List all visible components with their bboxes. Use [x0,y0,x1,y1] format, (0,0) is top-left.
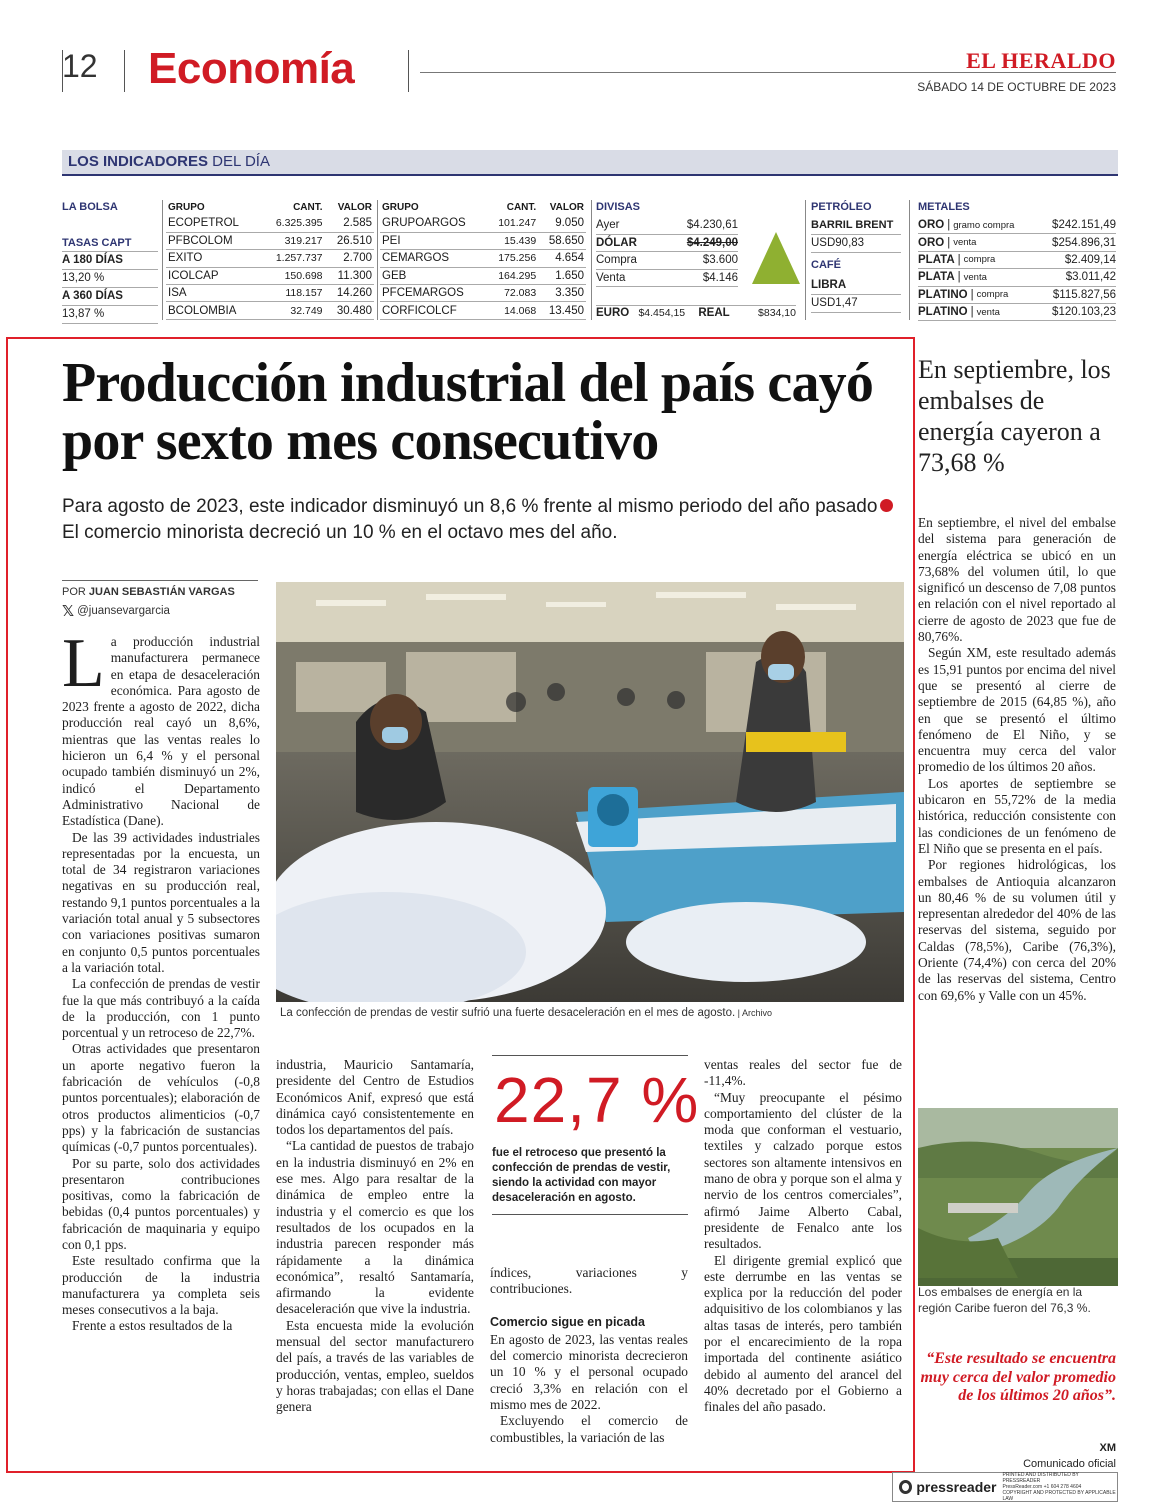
stock-value: 13.450 [538,302,586,319]
metales-label: METALES [918,201,970,213]
libra-value: USD1,47 [811,295,901,313]
indicator-divider [805,200,806,320]
subheading: Comercio sigue en picada [490,1314,645,1329]
metal-row [918,234,1116,251]
stock-quantity: 6.325.395 [261,215,325,232]
stock-row [166,302,374,319]
stock-quantity: 72.083 [487,285,538,302]
article-paragraph: ventas reales del sector fue de -11,4%. [704,1057,902,1089]
byline-por: POR [62,586,89,598]
stock-value: 11.300 [325,267,374,284]
stock-row [166,215,374,232]
metal-name: PLATA [918,271,955,284]
euro-value: $4.454,15 [638,307,686,319]
bolsa-block [62,201,158,324]
author-handle[interactable]: @juansevargarcia [77,605,170,617]
byline [62,586,235,598]
pressreader-fineprint [1002,1472,1117,1502]
article-paragraph: La confección de prendas de vestir fue la que más contribuyó a la caída de la producción, con 1 punto porcentual y un retroceso de 22,7%. [62,976,260,1041]
article-paragraph: Esta encuesta mide la evolución mensual del sector manufacturero del país, a través de las variables de producción, ventas, empleo, sueldos y horas trabajadas; con ellas el Dane genera [276,1317,474,1415]
stock-row [166,267,374,284]
stock-row [380,215,586,232]
indicators-title-rest: DEL DÍA [208,153,270,170]
stock-quantity: 14.068 [487,302,538,319]
author-name: JUAN SEBASTIÁN VARGAS [88,586,235,598]
stock-name: CORFICOLCF [380,302,487,319]
metal-separator: | [947,236,951,249]
col-header-grupo: GRUPO [382,201,419,213]
stock-row [166,250,374,267]
stocks-table-2 [380,199,586,320]
article-paragraph: Los aportes de septiembre se ubicaron en 55,72% de la media histórica, reducción consistente con las condiciones de un fenómeno de El Niño que se presenta en el país. [918,775,1116,856]
issue-date: SÁBADO 14 DE OCTUBRE DE 2023 [917,80,1116,94]
pressreader-name: pressreader [916,1479,997,1495]
stock-name: PFBCOLOM [166,232,261,249]
stock-value: 14.260 [325,285,374,302]
bullet-dot-icon [880,499,893,512]
metal-type: gramo compra [953,219,1015,231]
stock-quantity: 101.247 [487,215,538,232]
article-paragraph: Excluyendo el comercio de combustibles, la variación de las [490,1413,688,1445]
article-column-4 [704,1057,902,1416]
metal-name: ORO [918,219,945,232]
stock-quantity: 32.749 [261,302,325,319]
metal-separator: | [957,253,961,266]
metal-row [918,217,1116,234]
brent-label: BARRIL BRENT [811,217,901,235]
stock-value: 30.480 [325,302,374,319]
article-paragraph: “Muy preocupante el pésimo comportamiento del clúster de la moda que conforman el vestuario, textiles y calzado porque estos sectores son altamente intensivos en mano de obra y porque son el alma y nervio de los centros comerciales”, afirmó Jaime Alberto Cabal, presidente de Fenalco ante los resultados. [704,1089,902,1252]
x-logo-icon: 𝕏 [62,602,75,620]
divisa-row [596,270,738,288]
deck [62,494,902,546]
stock-name: GRUPOARGOS [380,215,487,232]
indicators-title: LOS INDICADORES [68,153,209,170]
indicator-divider [162,200,163,320]
divisa-value: $4.230,61 [686,219,738,232]
stock-value: 2.585 [325,215,374,232]
article-paragraph: Por su parte, solo dos actividades presentaron contribuciones positivas, como la fabricación de bebidas (0,4 puntos porcentuales) y fabricación de maquinaria y equipo con 0,1 pps. [62,1155,260,1252]
divisa-row [596,235,738,253]
brent-value: USD90,83 [811,235,901,253]
article-column-1 [62,625,260,1335]
pull-quote: “Este resultado se encuentra muy cerca del valor promedio de los últimos 20 años”. [920,1350,1116,1404]
divisas-label: DIVISAS [596,201,641,213]
article-paragraph: Por regiones hidrológicas, los embalses de Antioquia alcanzaron un 80,46 % de su volumen útil y representan alrededor del 40% de las reservas del sistema, seguido por Caldas (78,5%), Caribe (76,3%), Oriente (74,4%) con cerca del 20% de las reservas del sistema, Centro con 69,6% y Valle con un 45%. [918,857,1116,1003]
metal-value: $2.409,14 [1064,253,1116,266]
stock-name: EXITO [166,250,261,267]
article-paragraph: industria, Mauricio Santamaría, presidente del Centro de Estudios Económicos Anif, expresó que está dinámica cayó consistentemente en todos los departamentos del país. [276,1057,474,1138]
metal-name: ORO [918,236,945,249]
stock-row [380,267,586,284]
stock-value: 26.510 [325,232,374,249]
metal-separator: | [947,219,951,232]
article-paragraph: En septiembre, el nivel del embalse del sistema para generación de energía eléctrica se ubicó en un 73,68% del volumen útil, lo que significó un descenso de 7,08 puntos en relación con el nivel reportado al cierre de agosto de 2023 que fue de 80,76%. [918,515,1116,645]
metal-row [918,304,1116,321]
divisa-label: Venta [596,272,626,285]
pressreader-badge[interactable] [892,1472,1118,1502]
newspaper-brand: EL HERALDO [966,48,1116,73]
author-handle-row[interactable] [62,602,170,620]
petroleo-label: PETRÓLEO [811,201,872,213]
divisa-value: $4.249,00 [686,236,738,249]
article-column-3 [490,1265,688,1446]
stock-value: 3.350 [538,285,586,302]
stock-name: PFCEMARGOS [380,285,487,302]
divisa-label: Compra [596,254,637,267]
stat-rule-bottom [492,1214,688,1215]
bolsa-label: LA BOLSA [62,201,118,213]
article-paragraph: En agosto de 2023, las ventas reales del comercio minorista decrecieron un 10 % y el personal ocupado creció 3,3% en relación con el mismo mes de 2022. [490,1331,688,1413]
photo-caption-text: La confección de prendas de vestir sufrió una fuerte desaceleración en el mes de agosto. [280,1007,736,1019]
metal-separator: | [957,271,961,284]
stock-name: BCOLOMBIA [166,302,261,319]
reservoir-caption: Los embalses de energía en la región Caribe fueron del 76,3 %. [918,1285,1091,1315]
stock-quantity: 150.698 [261,267,325,284]
metal-value: $120.103,23 [1052,306,1116,319]
a180-value: 13,20 % [62,270,158,288]
metal-name: PLATINO [918,306,968,319]
article-paragraph: El dirigente gremial explicó que este derrumbe en las ventas se explica por la reducción del poder adquisitivo de los colombianos y las altas tasas de interés, pero también por el encarecimiento de la ropa importada del continente asiático debido al aumento del arancel del 40% decretado por el Gobierno a finales del año pasado. [704,1252,902,1415]
col-header-grupo: GRUPO [168,201,205,213]
stock-value: 58.650 [538,232,586,249]
euro-label: EURO [596,307,630,319]
stat-number: 22,7 % [494,1064,700,1136]
stock-name: CEMARGOS [380,250,487,267]
fineprint-line-3: COPYRIGHT AND PROTECTED BY APPLICABLE LAW [1002,1490,1116,1502]
stock-quantity: 164.295 [487,267,538,284]
article-paragraph: De las 39 actividades industriales representadas por la encuesta, un total de 34 registraron variaciones negativas en su producción real, restando 9,1 puntos porcentuales a la variación total anual y 5 subsectores con variaciones positivas sumaron en conjunto 0,5 puntos porcentuales a la variación total. [62,829,260,975]
indicator-divider [591,200,592,320]
article-column-2 [276,1057,474,1416]
a180-label: A 180 DÍAS [62,252,158,270]
metal-type: venta [953,237,977,249]
fineprint-line-1: PRINTED AND DISTRIBUTED BY PRESSREADER [1002,1472,1079,1484]
quote-role: Comunicado oficial [1023,1458,1116,1470]
metal-value: $254.896,31 [1052,236,1116,249]
cafe-label: CAFÉ [811,259,841,271]
divisa-value: $3.600 [702,254,738,267]
photo-caption [280,1007,772,1019]
article-paragraph: Frente a estos resultados de la [72,1318,233,1334]
article-paragraph: Otras actividades que presentaron un aporte negativo fueron la fabricación de vehículos (-0,8 puntos porcentuales); elaboración de otros productos alimenticios (-0,7 pps) y la fabricación de sustancias químicas (-0,7 puntos porcentuales). [62,1041,260,1155]
divisa-label: Ayer [596,219,620,232]
divisa-value: $4.146 [702,272,738,285]
fineprint-line-2: PressReader.com +1 604 278 4604 [1002,1484,1082,1490]
libra-label: LIBRA [811,273,901,295]
col-header-valor: VALOR [337,201,372,213]
stat-description: fue el retroceso que presentó la confección de prendas de vestir, siendo la actividad con mayor desaceleración en agosto. [492,1147,671,1204]
stock-quantity: 319.217 [261,232,325,249]
drop-cap: L [62,625,105,702]
stock-name: ECOPETROL [166,215,261,232]
stock-name: ISA [166,285,261,302]
deck-part-1: Para agosto de 2023, este indicador disminuyó un 8,6 % frente al mismo periodo del año pasado [62,496,878,517]
metal-row [918,252,1116,269]
byline-rule [62,580,258,581]
stock-name: PEI [380,232,487,249]
stock-row [166,285,374,302]
page-number: 12 [62,48,98,84]
deck-part-2: El comercio minorista decreció un 10 % en el octavo mes del año. [62,522,618,543]
divisa-row [596,252,738,270]
stock-row [166,232,374,249]
stock-value: 4.654 [538,250,586,267]
stock-value: 1.650 [538,267,586,284]
stock-row [380,250,586,267]
headline: Producción industrial del país cayó por sexto mes consecutivo [62,352,874,472]
col-header-cant: CANT. [506,201,537,213]
metal-type: compra [976,289,1009,301]
divisa-row [596,217,738,235]
divisa-label: DÓLAR [596,236,637,249]
stock-value: 9.050 [538,215,586,232]
euro-real-row [596,305,796,319]
photo-credit: | Archivo [735,1008,773,1018]
stock-row [380,302,586,319]
col-header-cant: CANT. [293,201,323,213]
real-value: $834,10 [758,307,796,319]
article-paragraph: Este resultado confirma que la producción de la industria manufacturera ya completa seis meses consecutivos a la baja. [62,1253,260,1318]
petroleo-block [811,201,901,313]
metal-separator: | [970,288,974,301]
metales-block [918,201,1116,321]
metal-type: venta [976,306,1000,318]
indicator-divider [909,200,910,320]
column-3-lead: índices, variaciones y contribuciones. [490,1265,688,1297]
article-paragraph: a producción industrial manufacturera permanece en etapa de desaceleración económica. Para agosto de 2023 frente a agosto de 2022, dicha producción real cayó un 8,6%, mientras que las ventas reales lo hicieron un 6,4 % y el personal ocupado también disminuyó un 2%, indicó el Departamento Administrativo Nacional de Estadística (Dane). [62,634,260,829]
stock-quantity: 15.439 [487,232,538,249]
quote-author: XM [1099,1442,1116,1454]
stock-row [380,285,586,302]
metal-row [918,287,1116,304]
reservoir-photo [918,1108,1118,1286]
article-paragraph: “La cantidad de puestos de trabajo en la industria disminuyó en 2% en ese mes. Algo para resaltar de la dinámica de empleo entre la industria y el comercio es que los resultados de los ocupados en la industria parecen responder más rápidamente a la dinámica económica”, resaltó Santamaría, afirmando la evidente desaceleración que vive la industria. [276,1138,474,1317]
sidebar-headline: En septiembre, los embalses de energía cayeron a 73,68 % [918,355,1111,477]
metal-type: compra [963,254,996,266]
section-title: Economía [148,44,355,93]
factory-photo [276,582,904,1002]
stock-quantity: 118.157 [261,285,325,302]
sidebar-text [918,515,1116,1004]
a360-label: A 360 DÍAS [62,288,158,306]
indicator-divider [377,200,378,320]
stocks-table-1 [166,199,374,320]
real-label: REAL [698,307,730,319]
article-paragraph: Según XM, este resultado además es 15,91 puntos por encima del nivel que se presentó al cierre de septiembre de 2015 (64,85 %), año en que se presentó el último fenómeno de El Niño, y se encuentra muy cerca del valor promedio de los últimos 20 años. [918,645,1116,775]
stock-name: ICOLCAP [166,267,261,284]
metal-value: $242.151,49 [1052,219,1116,232]
dollar-up-arrow-icon [752,232,800,284]
stock-row [380,232,586,249]
metal-value: $3.011,42 [1065,271,1116,284]
pressreader-logo-icon [899,1480,912,1494]
stock-quantity: 175.256 [487,250,538,267]
indicators-bar [62,150,1118,176]
a360-value: 13,87 % [62,306,158,324]
stock-value: 2.700 [325,250,374,267]
metal-row [918,269,1116,286]
metal-name: PLATINO [918,288,968,301]
tasas-label: TASAS CAPT [62,237,158,252]
metal-name: PLATA [918,253,955,266]
stock-name: GEB [380,267,487,284]
header-divider [408,50,409,92]
metal-value: $115.827,56 [1052,288,1116,301]
col-header-valor: VALOR [549,201,584,213]
metal-type: venta [963,271,987,283]
stock-quantity: 1.257.737 [261,250,325,267]
stat-rule-top [492,1055,688,1056]
header-divider [124,50,125,92]
metal-separator: | [970,306,974,319]
